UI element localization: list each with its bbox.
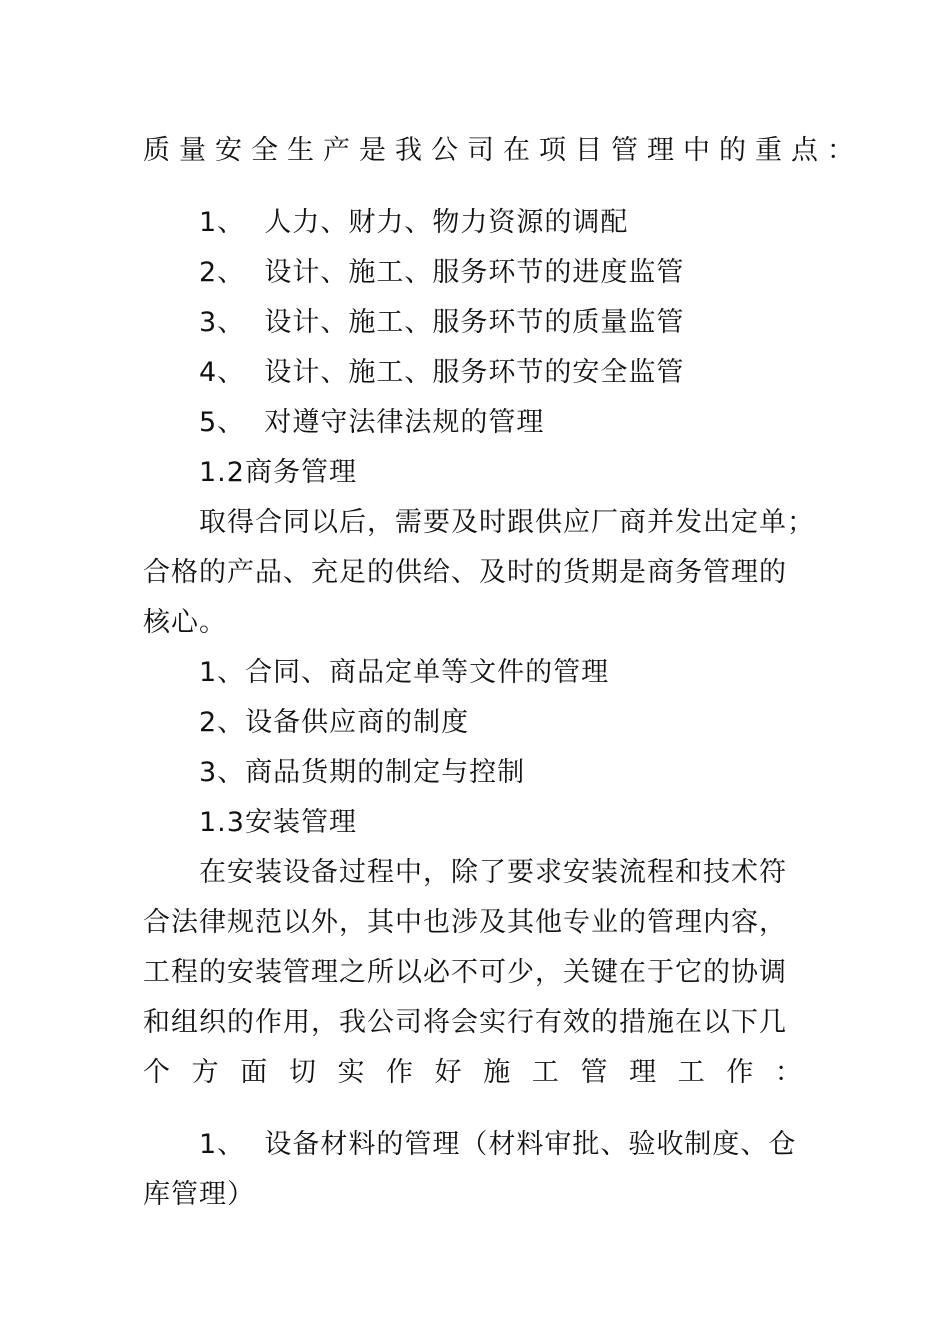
list-item-number: 1、: [199, 1129, 246, 1160]
char: 理: [629, 1057, 658, 1088]
list-item-number: 3、: [199, 307, 246, 338]
list-item-text: 设计、施工、服务环节的质量监管: [264, 307, 685, 338]
list-item-text: 对遵守法律法规的管理: [264, 407, 545, 438]
list-item-text: 人力、财力、物力资源的调配: [264, 207, 629, 238]
list-item-text: 设备材料的管理（材料审批、验收制度、仓: [264, 1129, 797, 1160]
list-item: [199, 406, 544, 440]
char: 方: [191, 1057, 220, 1088]
char: 管: [580, 1057, 609, 1088]
paragraph-line: 在安装设备过程中，除了要求安装流程和技术符: [199, 857, 787, 888]
list-item-number: 4、: [199, 357, 246, 388]
faint-mark: [143, 178, 147, 191]
faint-mark: [143, 1100, 147, 1113]
list-item-text: 设计、施工、服务环节的进度监管: [264, 257, 685, 288]
paragraph-line: 取得合同以后，需要及时跟供应厂商并发出定单；: [199, 507, 815, 538]
char: 切: [288, 1057, 317, 1088]
paragraph-line: 合格的产品、充足的供给、及时的货期是商务管理的: [143, 557, 787, 588]
list-item: [199, 306, 684, 340]
list-item-text: 设计、施工、服务环节的安全监管: [264, 357, 685, 388]
char: 面: [240, 1057, 269, 1088]
list-item: [199, 206, 628, 240]
list-item: [199, 256, 684, 290]
justified-paragraph-line: [143, 1056, 803, 1090]
paragraph-line: 合法律规范以外，其中也涉及其他专业的管理内容，: [143, 907, 787, 938]
char: 工: [677, 1057, 706, 1088]
list-item: 2、设备供应商的制度: [199, 707, 470, 738]
section-heading-1-2: 1.2商务管理: [199, 457, 357, 488]
char: 作: [386, 1057, 415, 1088]
paragraph-line: 和组织的作用，我公司将会实行有效的措施在以下几: [143, 1007, 787, 1038]
list-item: 1、合同、商品定单等文件的管理: [199, 657, 610, 688]
paragraph-line: 核心。: [143, 607, 227, 638]
intro-heading: 质量安全生产是我公司在项目管理中的重点：: [143, 135, 863, 166]
char: 工: [531, 1057, 560, 1088]
char: ：: [774, 1057, 803, 1088]
char: 作: [726, 1057, 755, 1088]
list-item-number: 1、: [199, 207, 246, 238]
char: 好: [434, 1057, 463, 1088]
section-heading-1-3: 1.3安装管理: [199, 807, 357, 838]
char: 个: [143, 1057, 171, 1088]
list-item: [199, 1128, 796, 1162]
list-item-number: 2、: [199, 257, 246, 288]
list-item: [199, 356, 684, 390]
list-item-number: 5、: [199, 407, 246, 438]
char: 施: [483, 1057, 512, 1088]
paragraph-line: 工程的安装管理之所以必不可少，关键在于它的协调: [143, 957, 787, 988]
char: 实: [337, 1057, 366, 1088]
list-item: 3、商品货期的制定与控制: [199, 757, 526, 788]
list-item-continuation: 库管理）: [143, 1179, 255, 1210]
